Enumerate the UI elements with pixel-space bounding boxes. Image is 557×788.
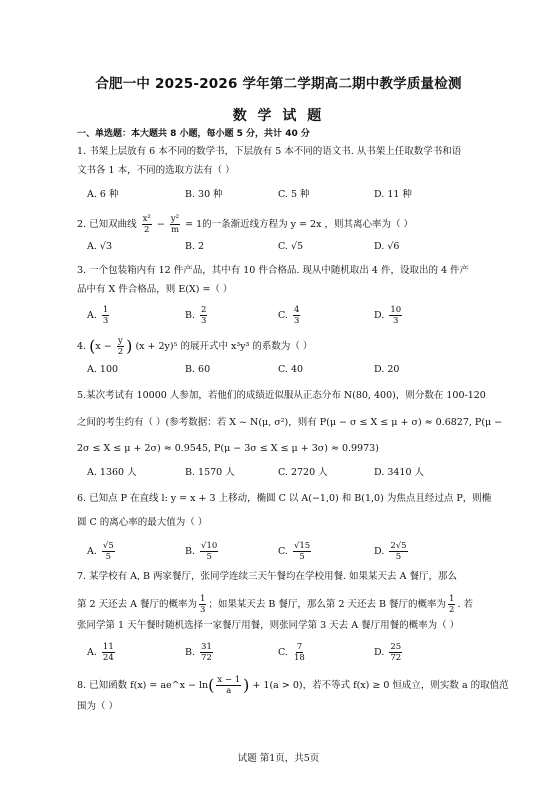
q4-option-b: B. 60 [185,364,211,375]
q2-stem [77,214,413,235]
q2-option-d: D. √6 [374,241,400,252]
q5-line3: 2σ ≤ X ≤ μ + 2σ) ≈ 0.9545, P(μ − 3σ ≤ X ≤ μ + 3σ) ≈ 0.9973) [77,443,379,454]
q6-option-b: B. $\frac{√10}{5}$ [185,541,218,562]
q5-option-a: A. 1360 人 [87,467,137,478]
q1-option-a: A. 6 种 [87,189,119,200]
q1-line2: 文书各 1 本，不同的选取方法有（ ） [77,165,235,176]
q6-option-a: A. $\frac{√5}{5}$ [87,541,114,562]
q7-option-b: B. $\frac{31}{72}$ [185,642,212,663]
q8-line2: 围为（ ） [77,701,119,712]
q1-line1: 1. 书架上层放有 6 本不同的数学书，下层放有 5 本不同的语文书. 从书架上任取数学书和语 [77,146,462,157]
q2-option-a: A. √3 [87,241,112,252]
q2-post: = 1的一条渐近线方程为 y = 2x ，则其离心率为（ ） [185,219,413,230]
q5-line2: 之间的考生约有（ ）(参考数据：若 X ~ N(μ, σ²)，则有 P(μ − σ ≤ X ≤ μ + σ) ≈ 0.6827, P(μ − [77,417,503,428]
q6-option-d: D. $\frac{2√5}{5}$ [374,541,407,562]
q7-option-d: D. $\frac{25}{72}$ [374,642,402,663]
q4-stem: 4. (x − $\frac{y}{2}$ ) (x + 2y)⁵ 的展开式中 x³y³ 的系数为（ ） [77,336,313,357]
q1-option-c: C. 5 种 [278,189,310,200]
q6-line2: 圆 C 的离心率的最大值为（ ） [77,517,208,528]
page-footer: 试题 第1页，共5页 [237,753,320,764]
q8-stem: 8. 已知函数 f(x) = ae^x − ln( $\frac{x - 1}{a}$ ) + 1(a > 0)，若不等式 f(x) ≥ 0 恒成立，则实数 a 的取值范 [77,675,509,696]
q7-option-a: A. $\frac{11}{24}$ [87,642,114,663]
q5-option-b: B. 1570 人 [185,467,235,478]
q1-option-d: D. 11 种 [374,189,412,200]
q7-frac-2: $\frac{1}{2}$ [449,594,455,615]
section-heading: 一、单选题：本大题共 8 小题，每小题 5 分，共计 40 分 [77,129,310,139]
q8-pre: 8. 已知函数 f(x) = ae^x − ln [77,680,209,691]
q2-option-c: C. √5 [278,241,304,252]
q7-option-c: C. $\frac{7}{18}$ [278,642,305,663]
q6-options [77,541,497,572]
q3-line1: 3. 一个包装箱内有 12 件产品，其中有 10 件合格品. 现从中随机取出 4 件，设取出的 4 件产 [77,265,470,276]
q4-option-a: A. 100 [87,364,119,375]
q3-line2: 品中有 X 件合格品，则 E(X) =（ ） [77,284,233,295]
q7-line3: 张同学第 1 天午餐时随机选择一家餐厅用餐，则张同学第 3 天去 A 餐厅用餐的概率为（ ） [77,620,460,631]
q4-options [77,363,497,389]
q2-minus: − [156,219,165,230]
q8-frac: $\frac{x - 1}{a}$ [217,675,241,696]
q7-frac-1: $\frac{1}{3}$ [199,594,206,615]
q2-option-b: B. 2 [185,241,205,252]
q4-post: (x + 2y)⁵ 的展开式中 x³y³ 的系数为（ ） [135,341,313,352]
q6-line1: 6. 已知点 P 在直线 l: y = x + 3 上移动，椭圆 C 以 A(−1,0) 和 B(1,0) 为焦点且经过点 P，则椭 [77,493,492,504]
exam-title: 合肥一中 2025-2026 学年第二学期高二期中教学质量检测 [95,76,462,92]
q3-option-c: C. $\frac{4}{3}$ [278,305,300,326]
q5-line1: 5.某次考试有 10000 人参加，若他们的成绩近似服从正态分布 N(80, 400)，则分数在 100-120 [77,390,486,401]
q2-frac-x: $\frac{\text{x²}}{2}$ [142,214,151,235]
q8-post: + 1(a > 0)，若不等式 f(x) ≥ 0 恒成立，则实数 a 的取值范 [252,680,509,691]
q1-options [77,188,497,214]
q3-option-b: B. $\frac{2}{3}$ [185,305,207,326]
q3-options [77,305,497,336]
q7-options [77,642,497,673]
q4-option-d: D. 20 [374,364,400,375]
q2-frac-y: $\frac{\text{y²}}{m}$ [170,214,180,235]
q5-option-d: D. 3410 人 [374,467,425,478]
q4-option-c: C. 40 [278,364,304,375]
q4-frac: $\frac{y}{2}$ [117,336,124,357]
q2-options [77,240,497,266]
q2-pre: 2. 已知双曲线 [77,219,137,230]
q4-pre: 4. [77,341,87,352]
q7-line1: 7. 某学校有 A, B 两家餐厅，张同学连续三天午餐均在学校用餐. 如果某天去 A 餐厅，那么 [77,571,457,582]
q5-options [77,466,497,492]
q3-option-a: A. $\frac{1}{3}$ [87,305,109,326]
q3-option-d: D. $\frac{10}{3}$ [374,305,402,326]
q5-option-c: C. 2720 人 [278,467,328,478]
q6-option-c: C. $\frac{√15}{5}$ [278,541,311,562]
subject-title: 数 学 试 题 [232,108,325,124]
q1-option-b: B. 30 种 [185,189,223,200]
q7-line2: 第 2 天还去 A 餐厅的概率为 $\frac{1}{3}$ ；如果某天去 B 餐厅，那么第 2 天还去 B 餐厅的概率为 $\frac{1}{2}$ . 若 [77,594,474,615]
